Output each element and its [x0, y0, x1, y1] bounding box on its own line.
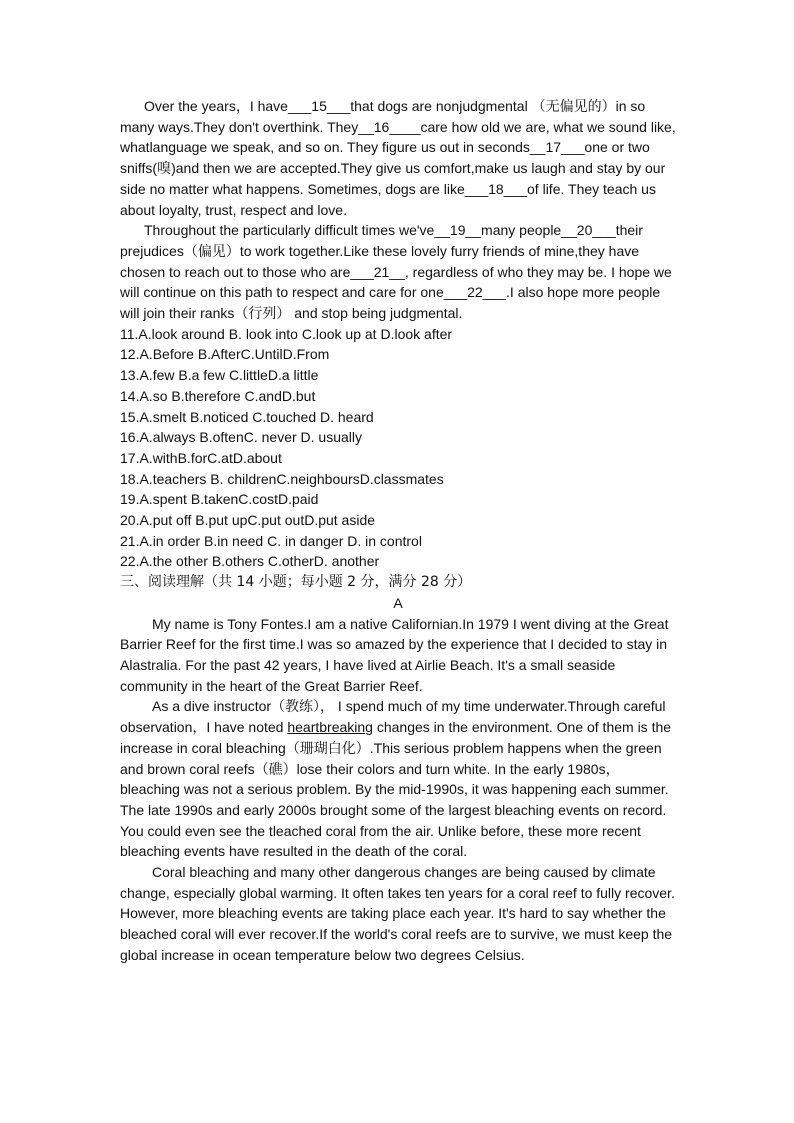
cloze-paragraph-1: Over the years，I have___15___that dogs are nonjudgmental （无偏见的）in so many ways.They don't overthink. They__16____care how old we are, what we sound like, whatlanguage we speak, and so on. They figure us out in seconds__17___one or two sniffs(嗅)and then we are accepted.They give us comfort,make us laugh and stay by our side no matter what happens. Sometimes, dogs are like___18___of life. They teach us about loyalty, trust, respect and love.: [120, 98, 676, 218]
document-page: [120, 96, 676, 966]
option-item-20: 20.A.put off B.put upC.put outD.put aside: [120, 512, 376, 529]
passage-paragraph-1: My name is Tony Fontes.I am a native Californian.In 1979 I went diving at the Great Barrier Reef for the first time.I was so amazed by the experience that I decided to stay in Alastralia. For the past 42 years, I have lived at Airlie Beach. It's a small seaside community in the heart of the Great Barrier Reef.: [120, 615, 669, 694]
option-item-13: 13.A.few B.a few C.littleD.a little: [120, 367, 319, 384]
passage-paragraph-2-start: As a dive instructor（教练）， I spend much of my time underwater.Through careful observation，I have noted: [120, 698, 666, 736]
cloze-paragraph-2: Throughout the particularly difficult times we've__19__many people__20___their prejudices（偏见）to work together.Like these lovely furry friends of mine,they have chosen to reach out to those who are___21__, regardless of who they may be. I hope we will continue on this path to respect and care for one___22___.I also hope more people will join their ranks（行列） and stop being judgmental.: [120, 222, 672, 322]
option-item-16: 16.A.always B.oftenC. never D. usually: [120, 429, 363, 446]
option-item-14: 14.A.so B.therefore C.andD.but: [120, 387, 316, 404]
section-heading: 三、阅读理解（共 14 小题；每小题 2 分，满分 28 分）: [120, 574, 472, 591]
option-item-22: 22.A.the other B.others C.otherD. another: [120, 553, 380, 570]
option-item-17: 17.A.withB.forC.atD.about: [120, 449, 282, 466]
option-item-19: 19.A.spent B.takenC.costD.paid: [120, 491, 319, 508]
passage-paragraph-2-end: changes in the environment. One of them is the increase in coral bleaching（珊瑚白化）.This serious problem happens when the green and brown coral reefs（礁）lose their colors and turn white. In the early 1980s， bleaching was not a serious problem. By the mid-1990s, it was happening each summer. The late 1990s and early 2000s brought some of the largest bleaching events on record. You could even see the tleached coral from the air. Unlike before, these more recent bleaching events have resulted in the death of the coral.: [120, 719, 672, 860]
passage-label: A: [393, 594, 403, 611]
option-item-21: 21.A.in order B.in need C. in danger D. in control: [120, 532, 422, 549]
options-list: [120, 324, 676, 572]
option-item-18: 18.A.teachers B. childrenC.neighboursD.classmates: [120, 470, 444, 487]
passage-paragraph-3: Coral bleaching and many other dangerous changes are being caused by climate change, especially global warming. It often takes ten years for a coral reef to fully recover. However, more bleaching events are taking place each year. It's hard to say whether the bleached coral will ever recover.If the world's coral reefs are to survive, we must keep the global increase in ocean temperature below two degrees Celsius.: [120, 864, 675, 963]
underlined-word: heartbreaking: [287, 719, 373, 736]
passage-paragraph-2: [120, 696, 676, 862]
option-item-11: 11.A.look around B. look into C.look up at D.look after: [120, 325, 453, 342]
option-item-12: 12.A.Before B.AfterC.UntilD.From: [120, 346, 330, 363]
option-item-15: 15.A.smelt B.noticed C.touched D. heard: [120, 408, 374, 425]
